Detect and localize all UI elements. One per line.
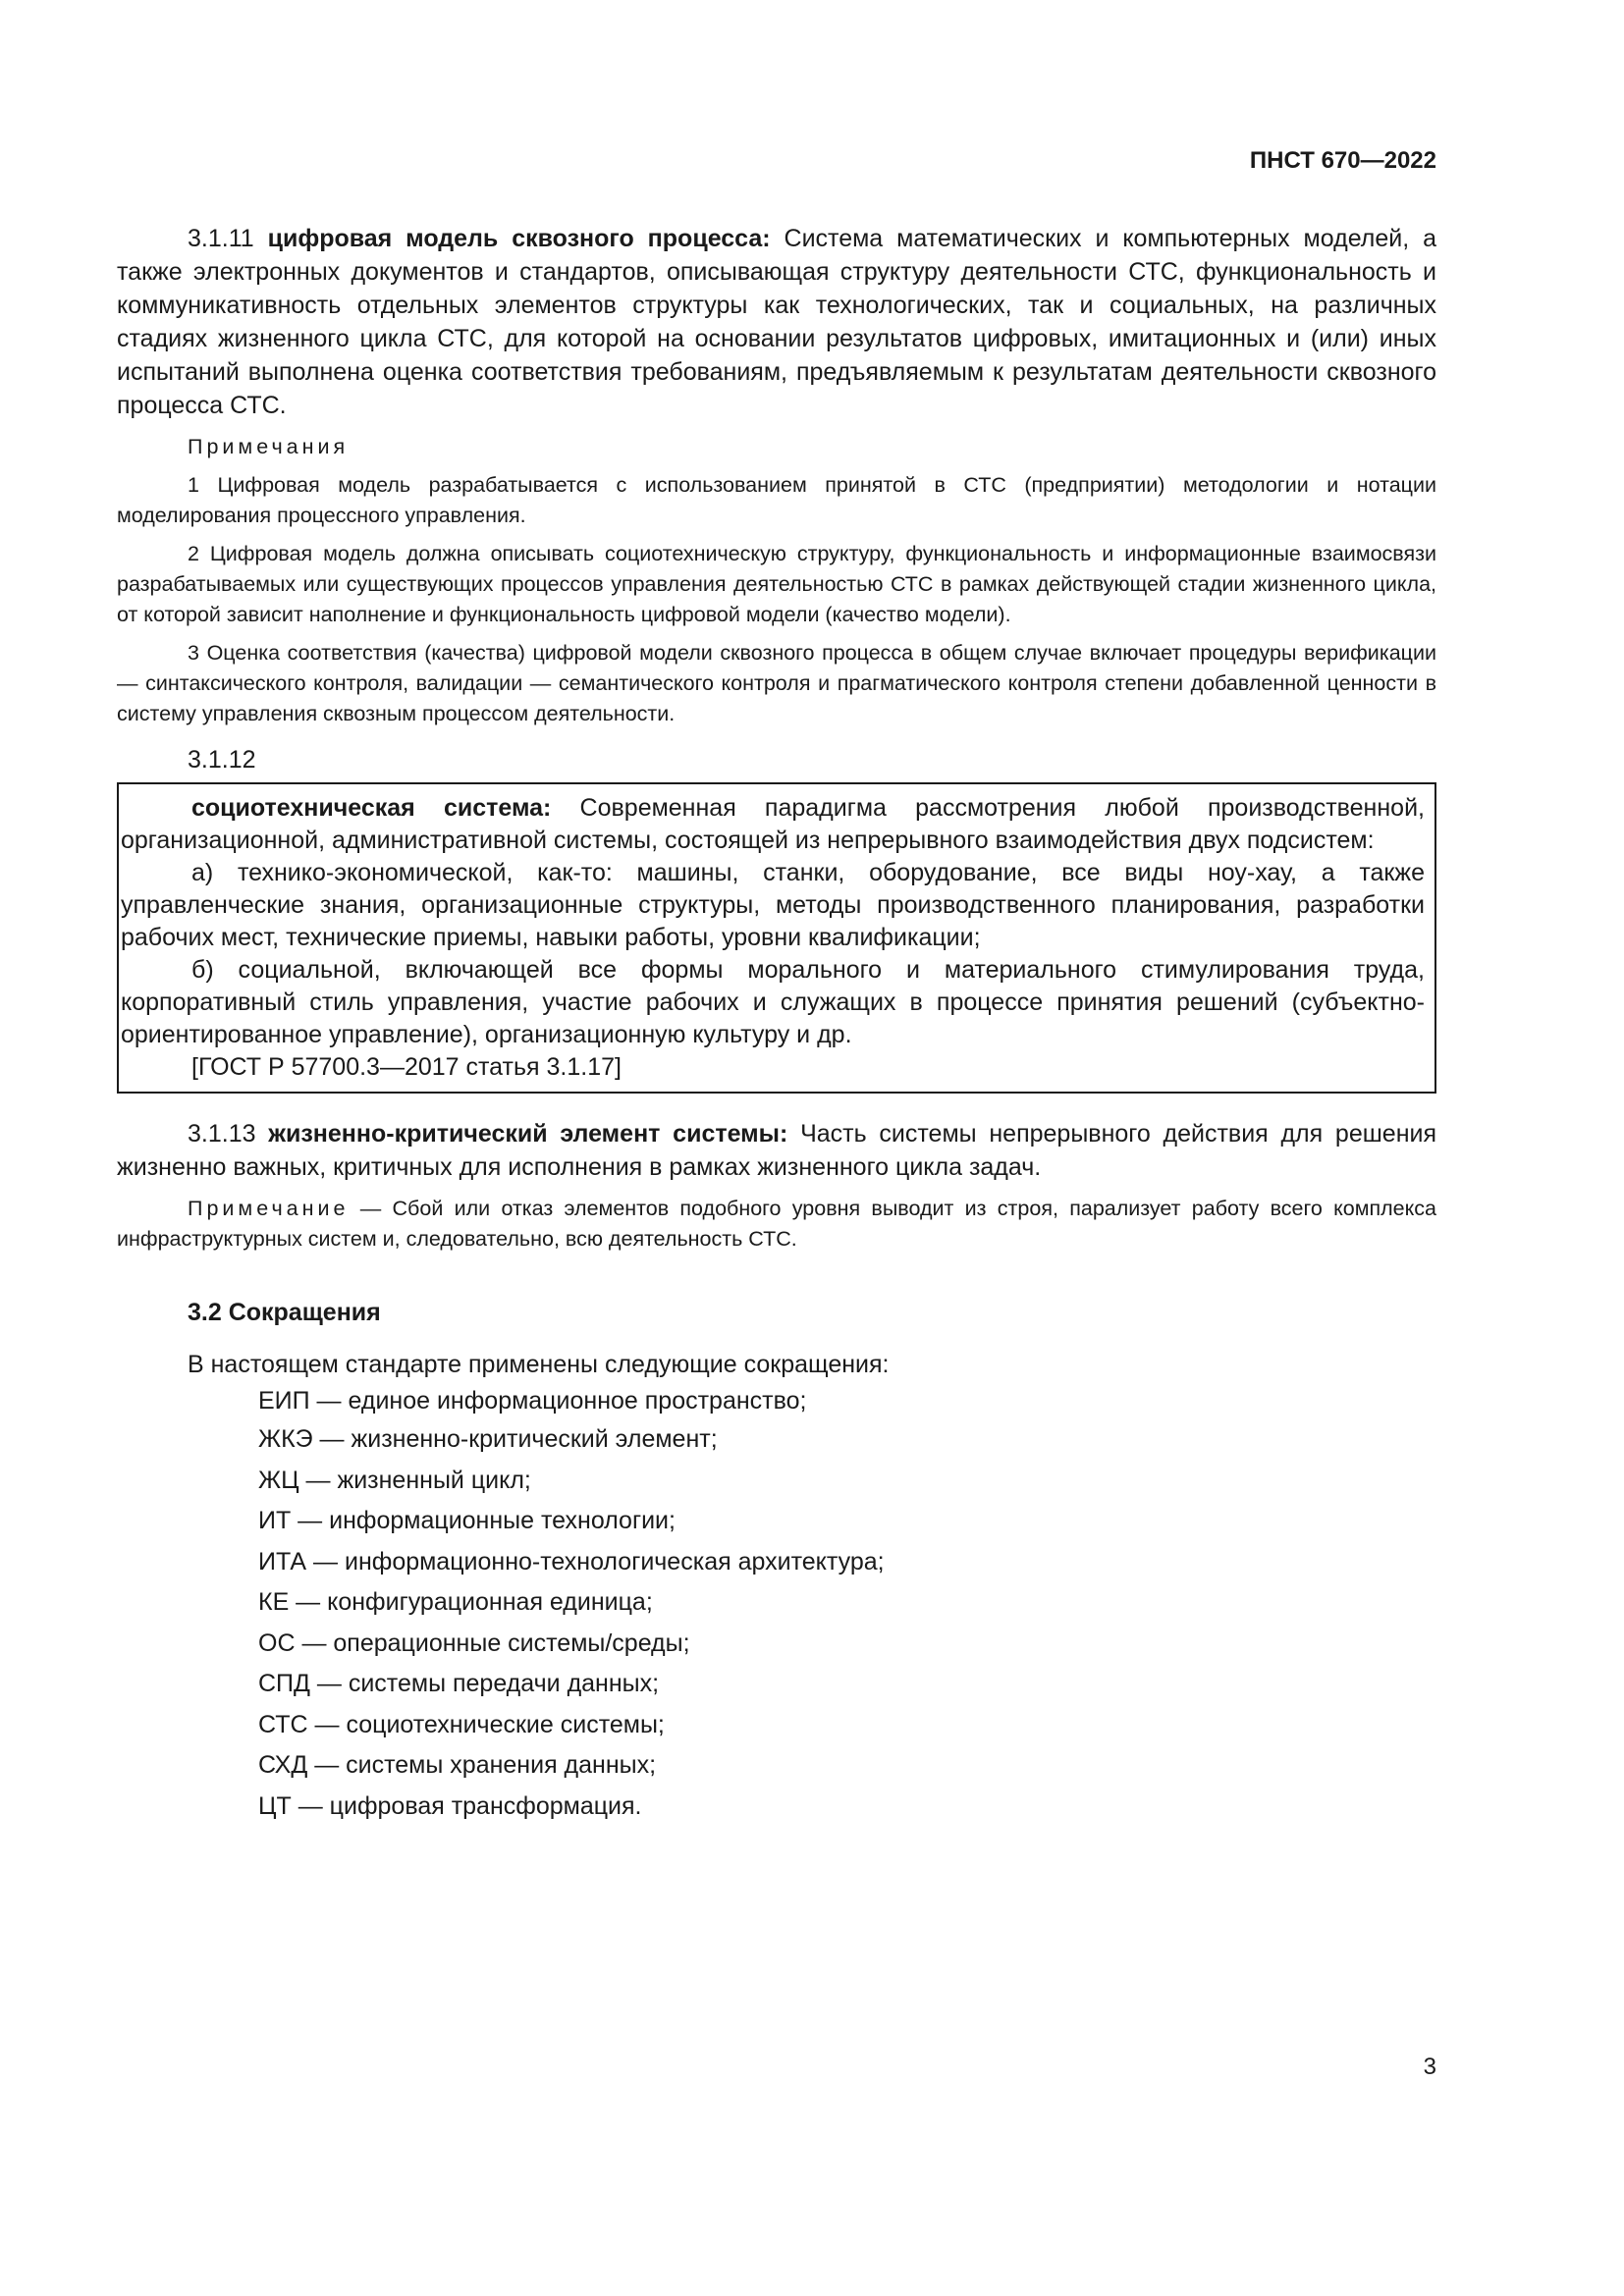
abbreviation-item: КЕ — конфигурационная единица; — [258, 1588, 653, 1616]
abbreviations-list — [117, 1383, 1436, 1827]
term-3-1-12-box — [117, 782, 1436, 1094]
note-3: 3 Оценка соответствия (качества) цифровой модели сквозного процесса в общем случае включает процедуры верификации — синтаксического контроля, валидации — семантического контроля и прагматического контроля степени добавленной ценности в систему управления сквозным процессом деятельности. — [117, 641, 1436, 725]
term-title: жизненно-критический элемент системы: — [268, 1120, 788, 1148]
term-number: 3.1.11 — [188, 225, 254, 252]
term-definition: Система математических и компьютерных моделей, а также электронных документов и стандартов, описывающая структуру деятельности СТС, функциональность и коммуникативность отдельных элементов структуры как технологических, так и социальных, на различных стадиях жизненного цикла СТС, для которой на основании результатов цифровых, имитационных и (или) иных испытаний выполнена оценка соответствия требованиям, предъявляемым к результатам деятельности сквозного процесса СТС. — [117, 225, 1436, 419]
term-definition: Часть системы непрерывного действия для решения жизненно важных, критичных для исполнения в рамках жизненного цикла задач. — [117, 1120, 1436, 1181]
term-3-1-13-note — [117, 1194, 1436, 1255]
abbreviation-item: СХД — системы хранения данных; — [258, 1751, 657, 1779]
document-page — [117, 0, 1436, 2296]
term-title: цифровая модель сквозного процесса: — [267, 225, 771, 252]
abbreviation-item: ИТ — информационные технологии; — [258, 1507, 676, 1534]
term-3-1-11 — [117, 222, 1436, 422]
notes-label: Примечания — [188, 435, 350, 458]
term-number: 3.1.13 — [188, 1120, 256, 1148]
main-content — [117, 222, 1436, 1827]
term-3-1-13 — [117, 1117, 1436, 1184]
note-2: 2 Цифровая модель должна описывать социотехническую структуру, функциональность и информационные взаимосвязи разрабатываемых или существующих процессов управления деятельностью СТС в рамках действующей стадии жизненного цикла, от которой зависит наполнение и функциональность цифровой модели (качество модели). — [117, 542, 1436, 626]
term-3-1-12-number: 3.1.12 — [188, 746, 256, 774]
note-1: 1 Цифровая модель разрабатывается с использованием принятой в СТС (предприятии) методологии и нотации моделирования процессного управления. — [117, 473, 1436, 527]
standard-code: ПНСТ 670—2022 — [1249, 147, 1436, 174]
abbreviation-item: СПД — системы передачи данных; — [258, 1670, 660, 1697]
term-title: социотехническая система: — [191, 794, 552, 822]
abbreviation-item: ЖЦ — жизненный цикл; — [258, 1466, 531, 1494]
note-label: Примечание — [188, 1197, 350, 1220]
page-number: 3 — [1423, 2054, 1436, 2080]
note-text: — Сбой или отказ элементов подобного уровня выводит из строя, парализует работу всего комплекса инфраструктурных систем и, следовательно, всю деятельность СТС. — [117, 1197, 1436, 1251]
abbreviations-intro: В настоящем стандарте применены следующие сокращения: — [188, 1351, 890, 1378]
term-3-1-12-item-b: б) социальной, включающей все формы морального и материального стимулирования труда, корпоративный стиль управления, участие рабочих и служащих в процессе принятия решений (субъектно-ориентированное управление), организационную культуру и др. — [121, 956, 1425, 1048]
term-definition: Современная парадигма рассмотрения любой производственной, организационной, административной системы, состоящей из непрерывного взаимодействия двух подсистем: — [121, 794, 1425, 854]
abbreviation-item: ИТА — информационно-технологическая архитектура; — [258, 1547, 885, 1575]
abbreviation-item: СТС — социотехнические системы; — [258, 1710, 665, 1738]
abbreviation-item: ЦТ — цифровая трансформация. — [258, 1791, 642, 1820]
term-3-1-12-definition — [121, 792, 1425, 857]
abbreviation-item: ОС — операционные системы/среды; — [258, 1629, 690, 1657]
term-3-1-12-source: [ГОСТ Р 57700.3—2017 статья 3.1.17] — [191, 1053, 622, 1081]
section-3-2-title: 3.2 Сокращения — [188, 1299, 381, 1326]
abbreviation-item: ЖКЭ — жизненно-критический элемент; — [258, 1425, 718, 1453]
term-3-1-12-item-a: а) технико-экономической, как-то: машины, станки, оборудование, все виды ноу-хау, а также управленческие знания, организационные структуры, методы производственного планирования, разработки рабочих мест, технические приемы, навыки работы, уровни квалификации; — [121, 859, 1425, 951]
abbreviation-item: ЕИП — единое информационное пространство; — [258, 1387, 807, 1415]
